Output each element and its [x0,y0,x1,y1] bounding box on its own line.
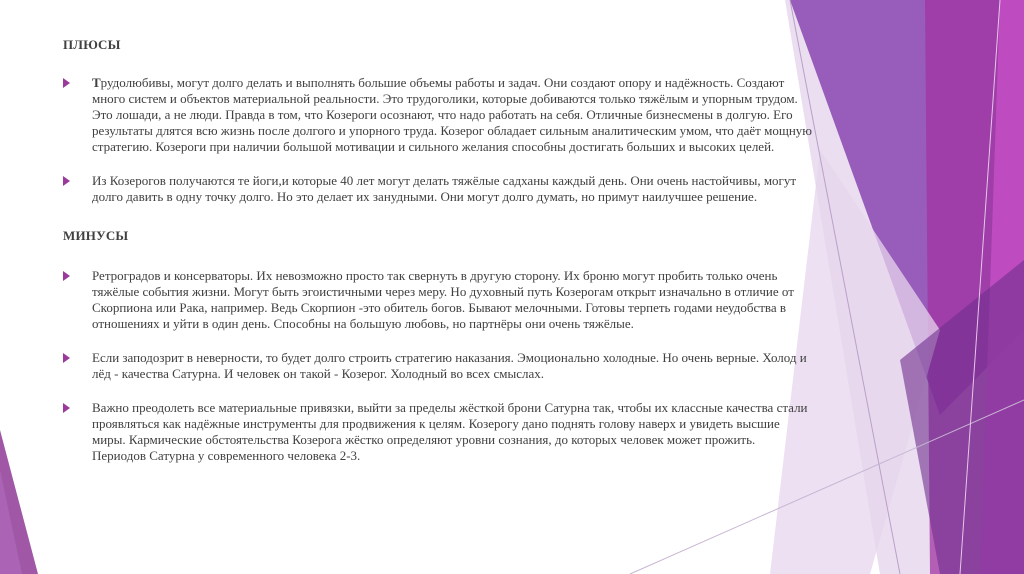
bullet-arrow-icon [63,271,70,281]
cons-bullet-2 [63,350,812,382]
bullet-arrow-icon [63,176,70,186]
bullet-arrow-icon [63,78,70,88]
cons-bullet-3 [63,400,812,464]
cons-heading: МИНУСЫ [63,228,129,243]
bullet-arrow-icon [63,353,70,363]
bullet-text: Если заподозрит в неверности, то будет долго строить стратегию наказания. Эмоционально холодные. Но очень верные. Холод и лёд - качества Сатурна. И человек он такой - Козерог. Холодный во всех смыслах. [92,350,807,381]
pros-bullet-1 [63,75,812,155]
bullet-text: рудолюбивы, могут долго делать и выполнять большие объемы работы и задач. Они создают опору и надёжность. Создают много систем и объектов материальной реальности. Это трудоголики, которые добиваются только тяжёлым и упорным трудом. Это лошади, а не люди. Правда в том, что Козероги осознают, что надо работать на себя. Отличные бизнесмены в долгую. Его результаты длятся всю жизнь после долгого и упорного труда. Козерог обладает сильным аналитическим умом, что даёт мощную стратегию. Козероги при наличии большой мотивации и сильного желания способны достигать больших и высоких целей. [92,75,812,154]
bullet-text: Из Козерогов получаются те йоги,и которые 40 лет могут делать тяжёлые садханы каждый день. Они очень настойчивы, могут долго давить в одну точку долго. Но это делает их занудными. Они могут долго думать, но примут наилучшее решение. [92,173,797,204]
bullet-text: Важно преодолеть все материальные привязки, выйти за пределы жёсткой брони Сатурна так, чтобы их классные качества стали проявляться как надёжные инструменты для продвижения к целям. Козерогу дано поднять голову наверх и увидеть высшие миры. Кармические обстоятельства Козерога жёстко определяют уровни сознания, до которых человек может прожить. Периодов Сатурна у современного человека 2-3. [92,400,808,463]
pros-bullet-2 [63,173,812,205]
slide-content [63,37,812,482]
bullet-lead: Т [92,75,101,90]
cons-bullet-1 [63,268,812,332]
bullet-text: Ретроградов и консерваторы. Их невозможно просто так свернуть в другую сторону. Их броню могут пробить только очень тяжёлые события жизни. Могут быть эгоистичными через меру. Но духовный путь Козерогам открыт изначально в отличие от Скорпиона или Рака, например. Ведь Скорпион -это обитель богов. Бывают мелочными. Готовы терпеть годами неудобства в отношениях и уйти в один день. Способны на большую любовь, но партнёры они очень тяжёлые. [92,268,794,331]
bullet-arrow-icon [63,403,70,413]
pros-heading: ПЛЮСЫ [63,37,121,52]
